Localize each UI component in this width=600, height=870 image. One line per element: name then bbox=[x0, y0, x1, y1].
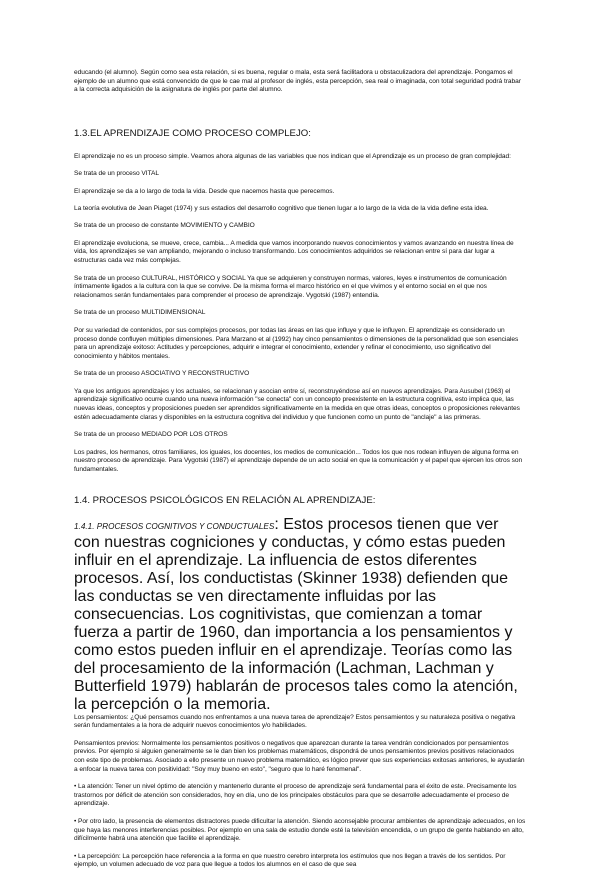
item-label-multidimensional: Se trata de un proceso MULTIDIMENSIONAL bbox=[74, 309, 206, 317]
item-label-mediado: Se trata de un proceso MEDIADO POR LOS OTROS bbox=[74, 431, 228, 439]
paragraph-pensamientos-previos: Pensamientos previos: Normalmente los pensamientos positivos o negativos que aparezcan durante la tarea vendrán condicionados por pensamientos previos. Por ejemplo si alguien generalmente se le dan bien los problemas matemáticos, dispondrá de unos pensamientos previos positivos relacionados con este tipo de problemas. Asociado a ello presente un nuevo problema matemático, es lógico prever que sus experiencias exitosas anteriores, le ayudarán a enfocar la nueva tarea con positividad: "Soy muy bueno en esto", "seguro que lo haré fenomenal". bbox=[74, 739, 525, 773]
item-label-asociativo: Se trata de un proceso ASOCIATIVO Y RECONSTRUCTIVO bbox=[74, 370, 250, 378]
item-paragraph: Los padres, los hermanos, otros familiares, los iguales, los docentes, los medios de comunicación... Todos los que nos rodean influyen de alguna forma en nuestro proceso de aprendizaje. Para Vygotski (1987) el aprendizaje depende de un acto social en que la comunicación y el papel que ejercen los otros son fundamentales. bbox=[74, 448, 523, 474]
item-label-movimiento: Se trata de un proceso de constante MOVIMIENTO y CAMBIO bbox=[74, 222, 255, 230]
item-label-vital: Se trata de un proceso VITAL bbox=[74, 170, 159, 178]
paragraph-percepcion: • La percepción: La percepción hace referencia a la forma en que nuestro cerebro interpreta los estímulos que nos llegan a través de los sentidos. Por ejemplo, un volumen adecuado de voz para que llegue a todos los alumnos en el caso de que sea bbox=[74, 852, 506, 869]
intro-paragraph: educando (el alumno). Según como sea esta relación, si es buena, regular o mala, esta será facilitadora u obstaculizadora del aprendizaje. Pongamos el ejemplo de un alumno que está convencido de que le cae mal al profesor de inglés, esta percepción, sea real o imaginada, con total seguridad podrá trabar a la correcta adquisición de la asignatura de inglés por parte del alumno. bbox=[74, 69, 521, 94]
item-paragraph: La teoría evolutiva de Jean Piaget (1974) y sus estadios del desarrollo cognitivo que tienen lugar a lo largo de la vida de la vida define esta idea. bbox=[74, 204, 489, 212]
paragraph-distractores: • Por otro lado, la presencia de elementos distractores puede dificultar la atención. Siendo aconsejable procurar ambientes de aprendizaje adecuados, en los que haya las menores interferencias posibles. Por ejemplo en una sala de estudio donde esté la televisión encendida, o un grupo de gente hablando en alto, difícilmente habrá una atención que facilite el aprendizaje. bbox=[74, 817, 526, 843]
item-paragraph: Por su variedad de contenidos, por sus complejos procesos, por todas las áreas en las que influye y que le influyen. El aprendizaje es considerado un proceso donde confluyen múltiples dimensiones. Para Marzano et al (1992) hay cinco pensamientos o dimensiones de la personalidad que son esenciales para un aprendizaje exitoso: Actitudes y percepciones, adquirir e integrar el conocimiento, extender y refinar el conocimiento, uso significativo del conocimiento y hábitos mentales. bbox=[74, 326, 519, 360]
section-heading-1-3: 1.3.EL APRENDIZAJE COMO PROCESO COMPLEJO: bbox=[74, 127, 311, 139]
paragraph-pensamientos: Los pensamientos: ¿Qué pensamos cuando nos enfrentamos a una nueva tarea de aprendizaje? Estos pensamientos y su naturaleza positiva o negativa serán fundamentales a la hora de adquirir nuevos conocimientos y/o habilidades. bbox=[74, 713, 516, 730]
subsection-text: : Estos procesos tienen que ver con nuestras cogniciones y conductas, y cómo estas pueden influir en el aprendizaje. La influencia de estos diferentes procesos. Así, los conductistas (Skinner 1938) defienden que las conductas se ven directamente influidas por las consecuencias. Los cognitivistas, que comienzan a tomar fuerza a partir de 1960, dan importancia a los pensamientos y como estos pueden influir en el aprendizaje. Teorías como las del procesamiento de la información (Lachman, Lachman y Butterfield 1979) hablarán de procesos tales como la atención, la percepción o la memoria. bbox=[74, 515, 518, 713]
item-paragraph: Ya que los antiguos aprendizajes y los actuales, se relacionan y asocian entre sí, reconstruyéndose así en nuevos aprendizajes. Para Ausubel (1963) el aprendizaje significativo ocurre cuando una nueva información "se conecta" con un concepto preexistente en la estructura cognitiva, esto implica que, las nuevas ideas, conceptos y proposiciones pueden ser aprendidos significativamente en la medida en que otras ideas, conceptos o proposiciones relevantes estén adecuadamente claras y disponibles en la estructura cognitiva del individuo y que funcionen como un punto de "anclaje" a las primeras. bbox=[74, 387, 520, 421]
item-label-cultural: Se trata de un proceso CULTURAL, HISTÓRICO y SOCIAL Ya que se adquieren y construyen normas, valores, leyes e instrumentos de comunicación íntimamente ligados a la cultura con la que se convive. De la misma forma el marco histórico en el que vivimos y el entorno social en el que nos relacionamos serán fundamentales para comprender el proceso de aprendizaje. Vygotski (1987) entendía. bbox=[74, 274, 507, 299]
subsection-heading: 1.4.1. PROCESOS COGNITIVOS Y CONDUCTUALES bbox=[74, 521, 275, 531]
section-intro: El aprendizaje no es un proceso simple. Veamos ahora algunas de las variables que nos indican que el Aprendizaje es un proceso de gran complejidad: bbox=[74, 152, 511, 160]
paragraph-atencion: • La atención: Tener un nivel óptimo de atención y mantenerlo durante el proceso de aprendizaje será fundamental para el éxito de este. Precisamente los trastornos por déficit de atención son considerados, hoy en día, uno de los principales obstáculos para que se desarrolle adecuadamente el proceso de aprendizaje. bbox=[74, 783, 517, 808]
section-heading-1-4: 1.4. PROCESOS PSICOLÓGICOS EN RELACIÓN AL APRENDIZAJE: bbox=[74, 494, 376, 506]
item-paragraph: El aprendizaje se da a lo largo de toda la vida. Desde que nacemos hasta que perecemos. bbox=[74, 187, 335, 195]
item-paragraph: El aprendizaje evoluciona, se mueve, crece, cambia... A medida que vamos incorporando nuevos conocimientos y vamos avanzando en nuestra línea de vida, los aprendizajes se van ampliando, mejorando o incluso transformando. Los conocimientos adquiridos se relacionan entre sí para dar lugar a estructuras cada vez más complejas. bbox=[74, 239, 514, 264]
